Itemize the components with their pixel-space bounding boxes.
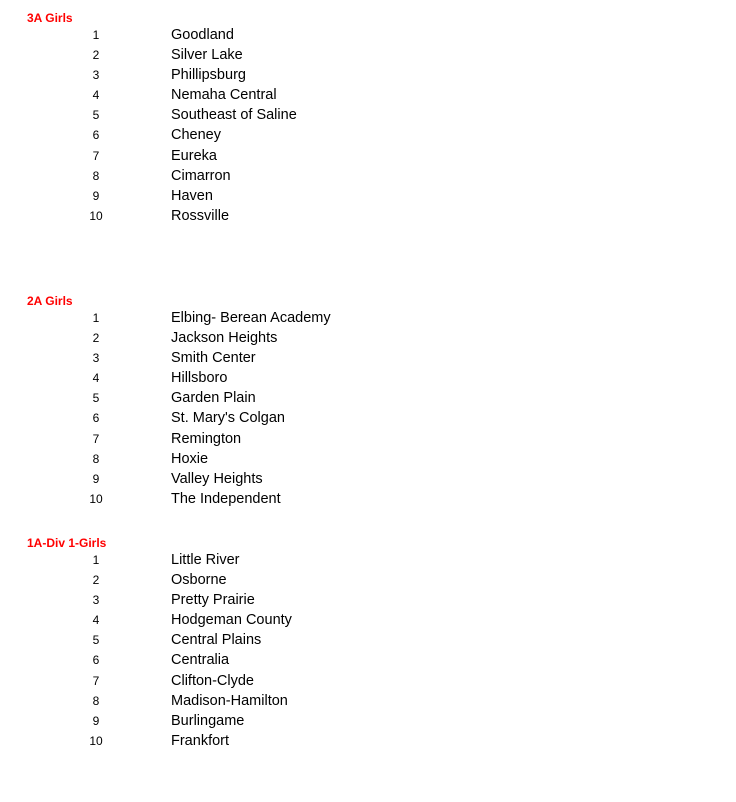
team-name: Jackson Heights: [171, 330, 278, 347]
rank-number: 5: [92, 108, 100, 123]
rank-number: 3: [92, 68, 100, 83]
ranking-row: [0, 65, 736, 85]
ranking-row: [0, 671, 736, 691]
ranking-row: [0, 388, 736, 408]
ranking-row: [0, 328, 736, 348]
rankings-list: [0, 308, 736, 509]
ranking-row: [0, 125, 736, 145]
ranking-row: [0, 408, 736, 428]
team-name: Burlingame: [171, 712, 245, 729]
team-name: Garden Plain: [171, 390, 256, 407]
rank-number: 2: [92, 48, 100, 63]
ranking-row: [0, 348, 736, 368]
rank-number: 7: [92, 431, 100, 446]
team-name: Osborne: [171, 572, 227, 589]
team-name: Clifton-Clyde: [171, 672, 254, 689]
team-name: Central Plains: [171, 632, 262, 649]
rank-number: 1: [92, 311, 100, 325]
team-name: Rossville: [171, 207, 230, 224]
team-name: Frankfort: [171, 732, 230, 749]
rank-number: 7: [92, 148, 100, 163]
rank-number: 8: [92, 168, 100, 183]
rank-number: 8: [92, 451, 100, 466]
rank-number: 9: [92, 188, 100, 203]
team-name: Eureka: [171, 147, 217, 164]
ranking-row: [0, 206, 736, 226]
team-name: The Independent: [171, 490, 281, 507]
team-name: Cheney: [171, 127, 221, 144]
team-name: Smith Center: [171, 350, 256, 367]
rank-number: 1: [92, 553, 100, 567]
rank-number: 8: [92, 693, 100, 708]
rank-number: 5: [92, 391, 100, 406]
rank-number: 10: [89, 733, 103, 748]
rank-number: 10: [89, 491, 103, 506]
section-title: 1A-Div 1-Girls: [27, 536, 107, 550]
rank-number: 3: [92, 351, 100, 366]
rank-number: 4: [92, 88, 100, 103]
team-name: Little River: [171, 552, 240, 568]
team-name: Hillsboro: [171, 370, 228, 387]
ranking-row: [0, 650, 736, 670]
team-name: Remington: [171, 430, 242, 447]
rankings-list: [0, 25, 736, 226]
rank-number: 6: [92, 653, 100, 668]
ranking-row: [0, 610, 736, 630]
team-name: Southeast of Saline: [171, 107, 297, 124]
ranking-row: [0, 691, 736, 711]
rank-number: 5: [92, 633, 100, 648]
ranking-row: [0, 25, 736, 45]
section-title: 3A Girls: [27, 11, 73, 25]
rankings-list: [0, 550, 736, 751]
ranking-row: [0, 469, 736, 489]
team-name: Pretty Prairie: [171, 592, 255, 609]
rank-number: 10: [89, 208, 103, 223]
rank-number: 4: [92, 613, 100, 628]
team-name: Nemaha Central: [171, 87, 277, 104]
rank-number: 7: [92, 673, 100, 688]
team-name: Elbing- Berean Academy: [171, 310, 331, 326]
ranking-row: [0, 590, 736, 610]
section-title: 2A Girls: [27, 294, 73, 308]
ranking-row: [0, 85, 736, 105]
rank-number: 2: [92, 331, 100, 346]
team-name: Hoxie: [171, 450, 209, 467]
ranking-row: [0, 146, 736, 166]
rank-number: 1: [92, 28, 100, 42]
ranking-row: [0, 711, 736, 731]
rank-number: 4: [92, 371, 100, 386]
rank-number: 2: [92, 573, 100, 588]
rank-number: 6: [92, 411, 100, 426]
team-name: Haven: [171, 187, 213, 204]
rank-number: 3: [92, 593, 100, 608]
ranking-row: [0, 429, 736, 449]
team-name: Phillipsburg: [171, 67, 246, 84]
ranking-row: [0, 368, 736, 388]
team-name: Goodland: [171, 27, 234, 43]
rank-number: 9: [92, 713, 100, 728]
ranking-row: [0, 186, 736, 206]
team-name: Cimarron: [171, 167, 231, 184]
ranking-row: [0, 166, 736, 186]
team-name: Valley Heights: [171, 470, 263, 487]
team-name: Madison-Hamilton: [171, 692, 288, 709]
ranking-row: [0, 449, 736, 469]
ranking-row: [0, 105, 736, 125]
ranking-row: [0, 630, 736, 650]
ranking-row: [0, 731, 736, 751]
team-name: Hodgeman County: [171, 612, 292, 629]
ranking-row: [0, 45, 736, 65]
rank-number: 6: [92, 128, 100, 143]
team-name: St. Mary's Colgan: [171, 410, 285, 427]
team-name: Centralia: [171, 652, 230, 669]
ranking-row: [0, 308, 736, 328]
rank-number: 9: [92, 471, 100, 486]
team-name: Silver Lake: [171, 47, 243, 64]
ranking-row: [0, 489, 736, 509]
ranking-row: [0, 570, 736, 590]
ranking-row: [0, 550, 736, 570]
